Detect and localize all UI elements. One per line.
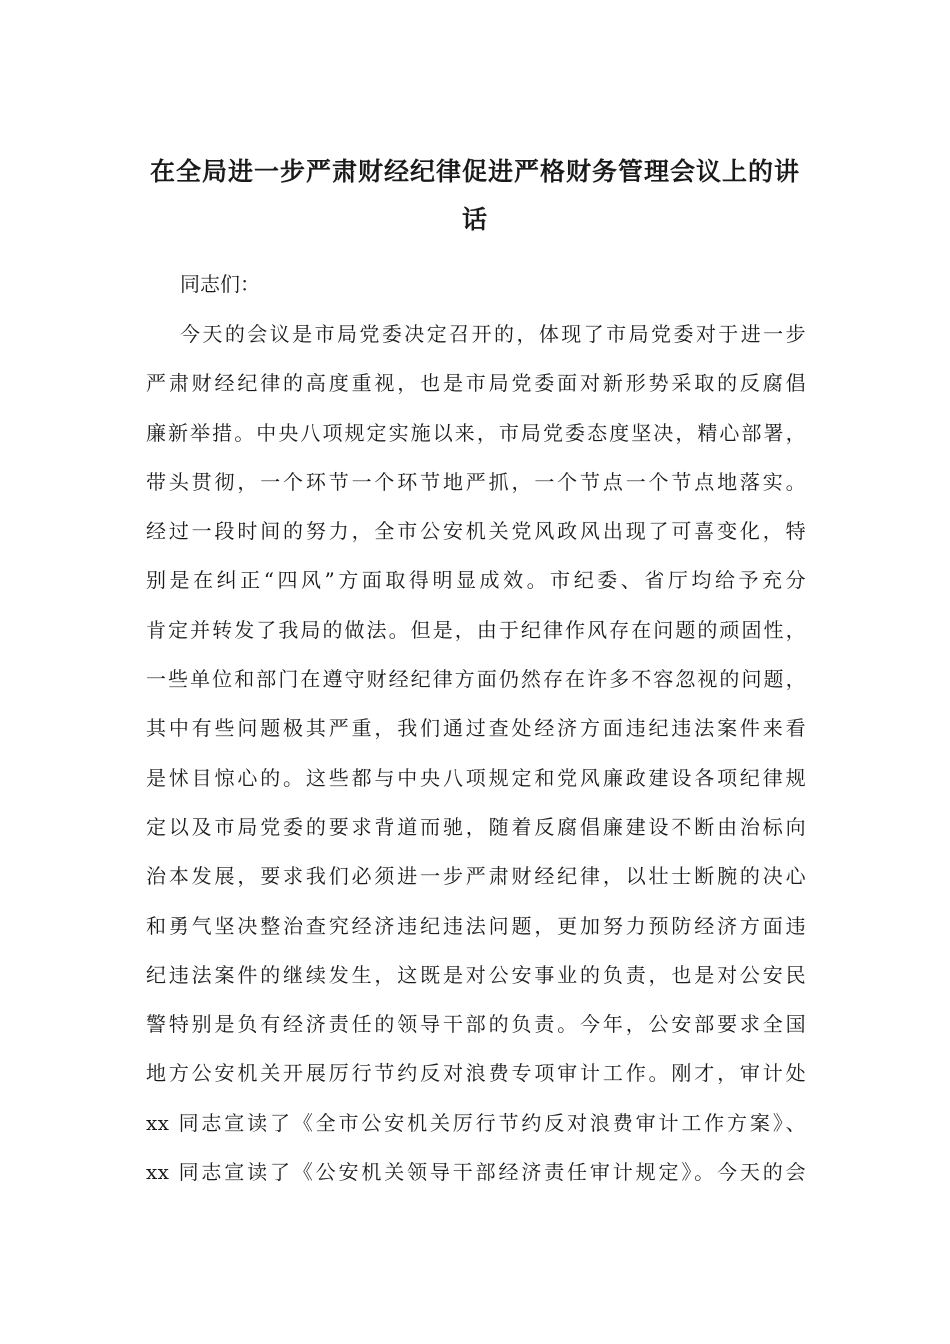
body-line: 严肃财经纪律的高度重视，也是市局党委面对新形势采取的反腐倡: [146, 371, 806, 396]
body-line: 地方公安机关开展厉行节约反对浪费专项审计工作。刚才，审计处: [146, 1061, 806, 1086]
body-line: 廉新举措。中央八项规定实施以来，市局党委态度坚决，精心部署，: [146, 420, 806, 445]
body-line: 带头贯彻，一个环节一个环节地严抓，一个节点一个节点地落实。: [146, 469, 806, 494]
body-line: 经过一段时间的努力，全市公安机关党风政风出现了可喜变化，特: [146, 519, 806, 544]
salutation: 同志们：: [180, 272, 260, 296]
body-line: 警特别是负有经济责任的领导干部的负责。今年，公安部要求全国: [146, 1012, 806, 1037]
body-line: xx 同志宣读了《公安机关领导干部经济责任审计规定》。今天的会: [146, 1160, 806, 1185]
body-line: 和勇气坚决整治查究经济违纪违法问题，更加努力预防经济方面违: [146, 913, 806, 938]
body-line: xx 同志宣读了《全市公安机关厉行节约反对浪费审计工作方案》、: [146, 1110, 806, 1135]
document-title: [140, 148, 810, 244]
body-line: 今天的会议是市局党委决定召开的，体现了市局党委对于进一步: [180, 322, 806, 346]
title-line-1: 在全局进一步严肃财经纪律促进严格财务管理会议上的讲: [149, 157, 800, 186]
body-line: 是怵目惊心的。这些都与中央八项规定和党风廉政建设各项纪律规: [146, 765, 806, 790]
body-line: 别是在纠正“四风”方面取得明显成效。市纪委、省厅均给予充分: [146, 568, 806, 593]
body-line: 一些单位和部门在遵守财经纪律方面仍然存在许多不容忽视的问题，: [146, 667, 806, 692]
body-line: 纪违法案件的继续发生，这既是对公安事业的负责，也是对公安民: [146, 962, 806, 987]
body-line: 定以及市局党委的要求背道而驰，随着反腐倡廉建设不断由治标向: [146, 814, 806, 839]
title-line-2: 话: [461, 205, 488, 234]
body-line: 治本发展，要求我们必须进一步严肃财经纪律，以壮士断腕的决心: [146, 864, 806, 889]
body-line: 其中有些问题极其严重，我们通过查处经济方面违纪违法案件来看: [146, 716, 806, 741]
body-paragraph: [146, 314, 806, 1201]
body-line: 肯定并转发了我局的做法。但是，由于纪律作风存在问题的顽固性，: [146, 617, 806, 642]
